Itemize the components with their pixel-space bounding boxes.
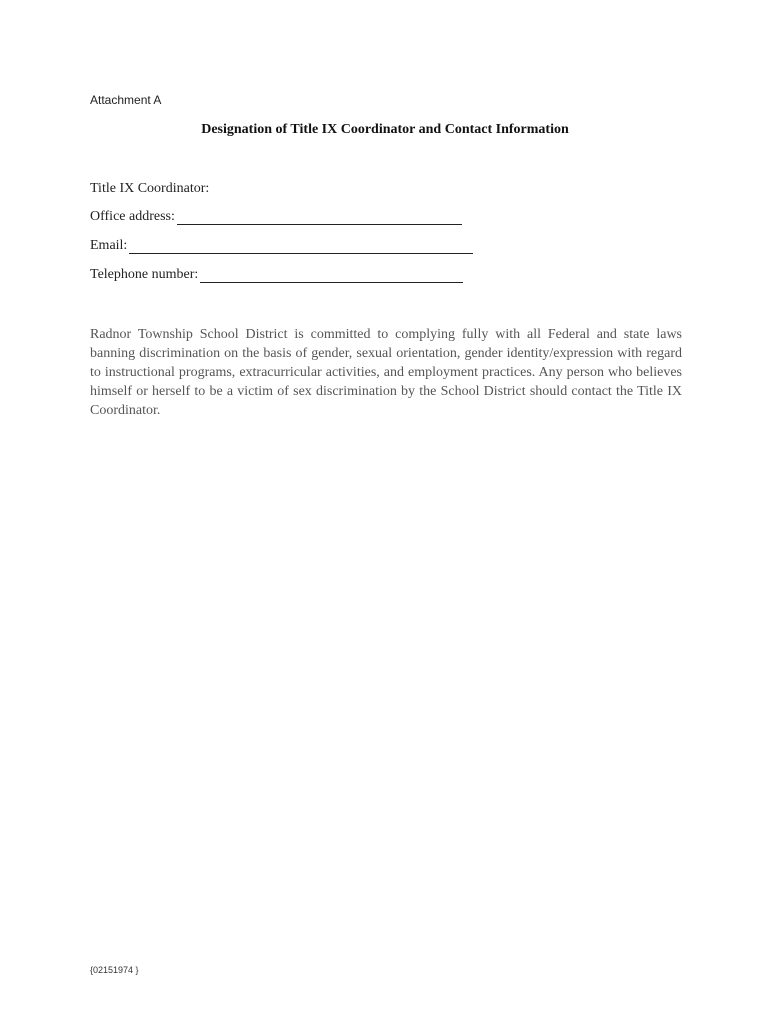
email-label: Email: xyxy=(90,238,128,253)
telephone-label: Telephone number: xyxy=(90,267,199,282)
coordinator-label: Title IX Coordinator: xyxy=(90,181,210,196)
document-title: Designation of Title IX Coordinator and Contact Information xyxy=(201,122,569,137)
office-address-label: Office address: xyxy=(90,209,175,224)
document-footer-code: {02151974 } xyxy=(90,965,139,975)
attachment-label: Attachment A xyxy=(90,93,162,107)
office-address-field xyxy=(90,209,462,225)
telephone-blank-line[interactable] xyxy=(200,268,463,283)
policy-paragraph: Radnor Township School District is committed to complying fully with all Federal and state laws banning discrimination on the basis of gender, sexual orientation, gender identity/expression with regard to instructional programs, extracurricular activities, and employment practices. Any person who believes himself or herself to be a victim of sex discrimination by the School District should contact the Title IX Coordinator. xyxy=(90,327,682,418)
email-field xyxy=(90,238,473,254)
email-blank-line[interactable] xyxy=(129,239,473,254)
telephone-field xyxy=(90,267,463,283)
coordinator-field xyxy=(90,181,209,197)
office-address-blank-line[interactable] xyxy=(177,210,462,225)
